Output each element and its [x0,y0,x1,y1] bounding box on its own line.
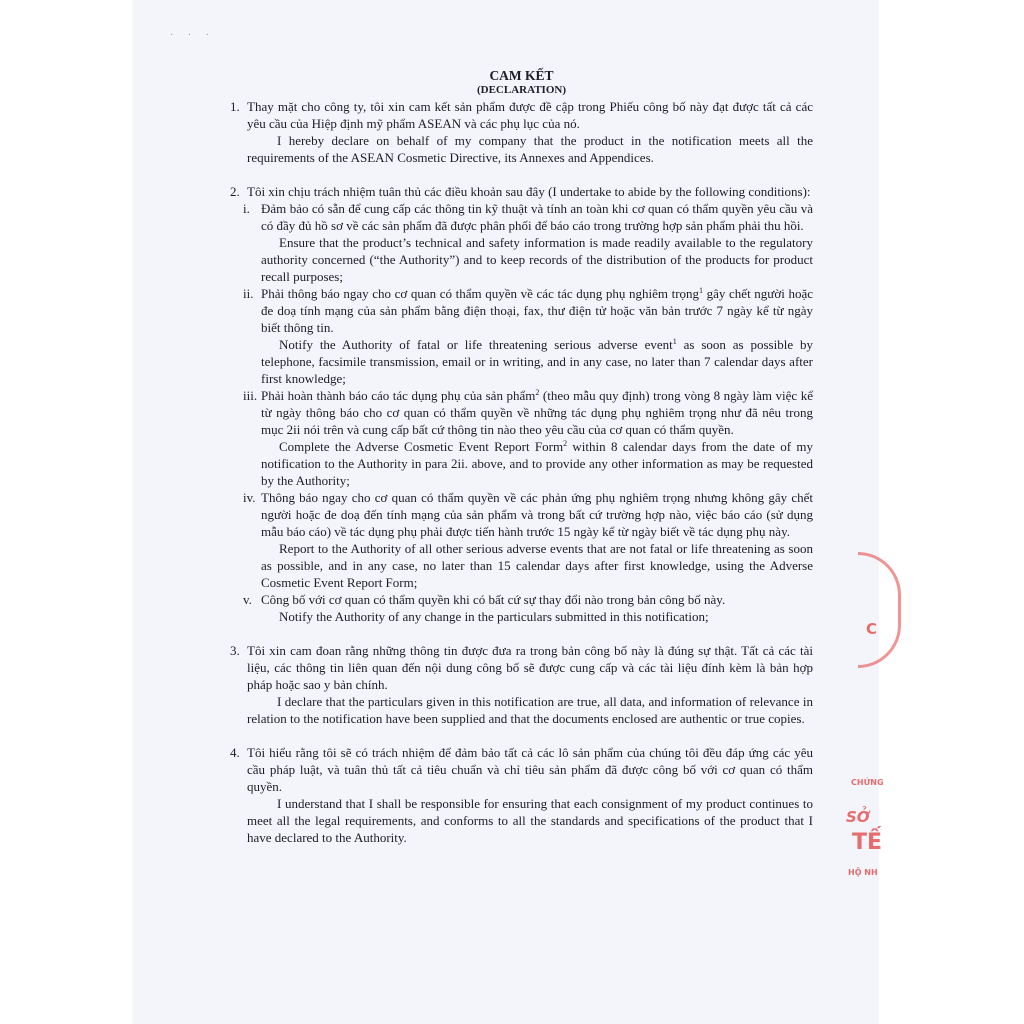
subclause-text-vi: Thông báo ngay cho cơ quan có thẩm quyền về các phản ứng phụ nghiêm trọng nhưng không gây chết người hoặc đe doạ đến tính mạng của sản phẩm và trong bất cứ trường hợp nào, việc báo cáo (sử dụng mẫu báo cáo) về tác dụng phụ phải được tiến hành trước 15 ngày kể từ ngày biết về tác dụng phụ này. [261,490,813,539]
clause-text-en: I hereby declare on behalf of my company that the product in the notification meets all the requirements of the ASEAN Cosmetic Directive, its Annexes and Appendices. [247,133,813,165]
clause-text-en: I declare that the particulars given in this notification are true, all data, and information of relevance in relation to the notification have been supplied and that the documents enclosed are authentic or true copies. [247,694,813,726]
subclause-text-vi [261,387,813,438]
text-part: as soon as possible by telephone, facsimile transmission, email or in writing, and in any case, no later than 7 calendar days after first knowledge; [261,337,813,386]
clause-number: 1. [230,99,240,114]
clause-text-vi: Tôi xin cam đoan rằng những thông tin được đưa ra trong bản công bố này là đúng sự thật. Tất cả các tài liệu, các thông tin liên quan đến nội dung công bố sẽ được cung cấp và các tài liệu đính kèm là bản hợp pháp hoặc sao y bản chính. [247,643,813,692]
seal-fragment: TẾ [852,830,883,855]
subclause-number: v. [243,592,252,607]
subclause-text-vi [261,285,813,336]
text-part: Phải hoàn thành báo cáo tác dụng phụ của sản phẩm [261,388,536,403]
clause-2 [230,183,813,625]
footnote-ref: 2 [563,439,568,448]
text-part: gây chết người hoặc đe doạ tính mạng của sản phẩm bằng điện thoại, fax, thư điện tử hoặc văn bản trước 7 ngày kể từ ngày biết thông tin. [261,286,813,335]
subclause-number: iii. [243,388,258,403]
clause-number: 2. [230,184,240,199]
subclause-number: iv. [243,490,256,505]
text-part: (theo mẫu quy định) trong vòng 8 ngày làm việc kể từ ngày thông báo cho cơ quan có thẩm quyền về những tác dụng phụ nghiêm trọng như đã nêu trong mục 2ii nói trên và cung cấp bất cứ thông tin nào theo yêu cầu của cơ quan có thẩm quyền. [261,388,813,437]
subclause-text-en: Ensure that the product’s technical and safety information is made readily available to the regulatory authority concerned (“the Authority”) and to keep records of the distribution of the products for product recall purposes; [261,235,813,284]
clause-1 [230,98,813,166]
seal-fragment: C [866,620,878,638]
clause-text-vi: Thay mặt cho công ty, tôi xin cam kết sản phẩm được đề cập trong Phiếu công bố này đạt được tất cả các yêu cầu của Hiệp định mỹ phẩm ASEAN và các phụ lục của nó. [247,99,813,131]
text-part: Notify the Authority of fatal or life threatening serious adverse event [279,337,673,352]
subclause-text-en: Notify the Authority of any change in the particulars submitted in this notification; [279,609,709,624]
subclause-v [243,591,813,625]
seal-fragment: HỘ NH [848,868,878,877]
subclause-iv [243,489,813,591]
subclause-i [243,200,813,285]
footnote-ref: 1 [672,337,677,346]
seal-fragment: SỞ [846,808,870,826]
subclause-text-vi: Đảm bảo có sẵn để cung cấp các thông tin kỹ thuật và tính an toàn khi cơ quan có thẩm quyền yêu cầu và có đầy đủ hồ sơ về các sản phẩm đã được phân phối để báo cáo trong trường hợp sản phẩm phải thu hồi. [261,201,813,233]
clause-number: 4. [230,745,240,760]
text-part: Phải thông báo ngay cho cơ quan có thẩm quyền về các tác dụng phụ nghiêm trọng [261,286,700,301]
clause-3 [230,642,813,727]
clause-text-vi: Tôi hiểu rằng tôi sẽ có trách nhiệm để đảm bảo tất cả các lô sản phẩm của chúng tôi đều đáp ứng các yêu cầu pháp luật, và tuân thủ tất cả tiêu chuẩn và chỉ tiêu sản phẩm đã được công bố với cơ quan có thẩm quyền. [247,745,813,794]
text-part: within 8 calendar days from the date of my notification to the Authority in para 2ii. above, and to provide any other information as may be requested by the Authority; [261,439,813,488]
declaration-document [230,68,813,846]
subclause-ii [243,285,813,387]
subclause-number: ii. [243,286,254,301]
scan-specks: · · · [170,30,215,41]
footnote-ref: 1 [699,286,704,295]
document-subtitle: (DECLARATION) [476,84,567,96]
scan-margin [879,0,1024,1024]
subclause-number: i. [243,201,250,216]
subclause-iii [243,387,813,489]
subclause-text-en [261,438,813,489]
clause-text-en: I understand that I shall be responsible for ensuring that each consignment of my product continues to meet all the legal requirements, and conforms to all the standards and specifications of the product that I have declared to the Authority. [247,796,813,845]
subclause-text-vi: Công bố với cơ quan có thẩm quyền khi có bất cứ sự thay đổi nào trong bản công bố này. [261,592,726,607]
footnote-ref: 2 [535,388,540,397]
document-title: CAM KẾT [489,68,554,83]
clause-text-vi: Tôi xin chịu trách nhiệm tuân thủ các điều khoản sau đây (I undertake to abide by the following conditions): [247,184,811,199]
seal-fragment: CHỨNG [851,778,884,787]
subclause-text-en [261,336,813,387]
clause-4 [230,744,813,846]
text-part: Complete the Adverse Cosmetic Event Report Form [279,439,564,454]
subclause-text-en: Report to the Authority of all other serious adverse events that are not fatal or life threatening as soon as possible, and in any case, no later than 15 calendar days after first knowledge, using the Adverse Cosmetic Event Report Form; [261,541,813,590]
clause-number: 3. [230,643,240,658]
